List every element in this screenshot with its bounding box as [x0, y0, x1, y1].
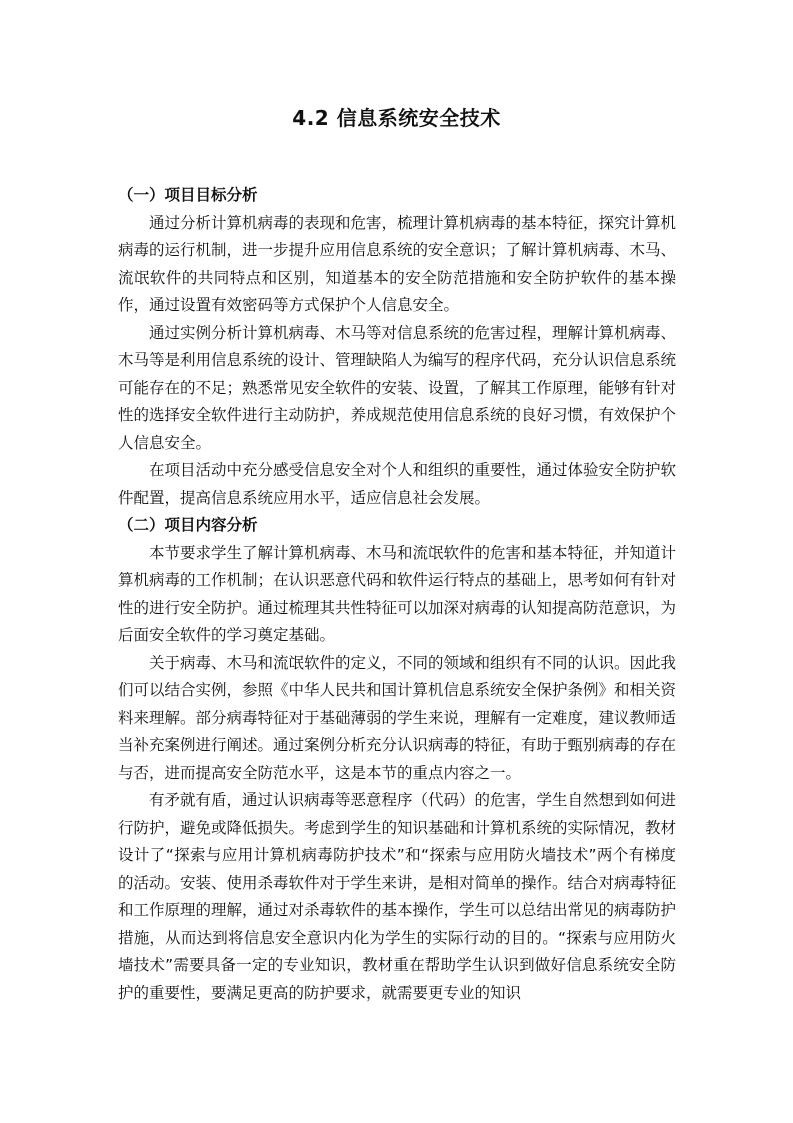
paragraph: 有矛就有盾，通过认识病毒等恶意程序（代码）的危害，学生自然想到如何进行防护，避免或降低损失。考虑到学生的知识基础和计算机系统的实际情况，教材设计了“探索与应用计算机病毒防护技术”和“探索与应用防火墙技术”两个有梯度的活动。安装、使用杀毒软件对于学生来讲，是相对简单的操作。结合对病毒特征和工作原理的理解，通过对杀毒软件的基本操作，学生可以总结出常见的病毒防护措施，从而达到将信息安全意识内化为学生的实际行动的目的。“探索与应用防火墙技术”需要具备一定的专业知识，教材重在帮助学生认识到做好信息系统安全防护的重要性，要满足更高的防护要求，就需要更专业的知识 — [118, 791, 677, 1002]
document-title: 4.2 信息系统安全技术 — [292, 106, 501, 130]
paragraph: 通过实例分析计算机病毒、木马等对信息系统的危害过程，理解计算机病毒、木马等是利用信息系统的设计、管理缺陷人为编写的程序代码，充分认识信息系统可能存在的不足；熟悉常见安全软件的安装、设置，了解其工作原理，能够有针对性的选择安全软件进行主动防护，养成规范使用信息系统的良好习惯，有效保护个人信息安全。 — [118, 323, 677, 452]
section-heading-objectives: （一）项目目标分析 — [118, 186, 258, 204]
paragraph: 通过分析计算机病毒的表现和危害，梳理计算机病毒的基本特征，探究计算机病毒的运行机制，进一步提升应用信息系统的安全意识；了解计算机病毒、木马、流氓软件的共同特点和区别，知道基本的安全防范措施和安全防护软件的基本操作，通过设置有效密码等方式保护个人信息安全。 — [118, 213, 677, 314]
paragraph: 本节要求学生了解计算机病毒、木马和流氓软件的危害和基本特征，并知道计算机病毒的工作机制；在认识恶意代码和软件运行特点的基础上，思考如何有针对性的进行安全防护。通过梳理其共性特征可以加深对病毒的认知提高防范意识，为后面安全软件的学习奠定基础。 — [118, 543, 677, 644]
section-heading-content: （二）项目内容分析 — [118, 516, 258, 534]
paragraph: 在项目活动中充分感受信息安全对个人和组织的重要性，通过体验安全防护软件配置，提高信息系统应用水平，适应信息社会发展。 — [118, 461, 677, 507]
document-body — [118, 182, 676, 1007]
paragraph: 关于病毒、木马和流氓软件的定义，不同的领域和组织有不同的认识。因此我们可以结合实例，参照《中华人民共和国计算机信息系统安全保护条例》和相关资料来理解。部分病毒特征对于基础薄弱的学生来说，理解有一定难度，建议教师适当补充案例进行阐述。通过案例分析充分认识病毒的特征，有助于甄别病毒的存在与否，进而提高安全防范水平，这是本节的重点内容之一。 — [118, 653, 677, 782]
